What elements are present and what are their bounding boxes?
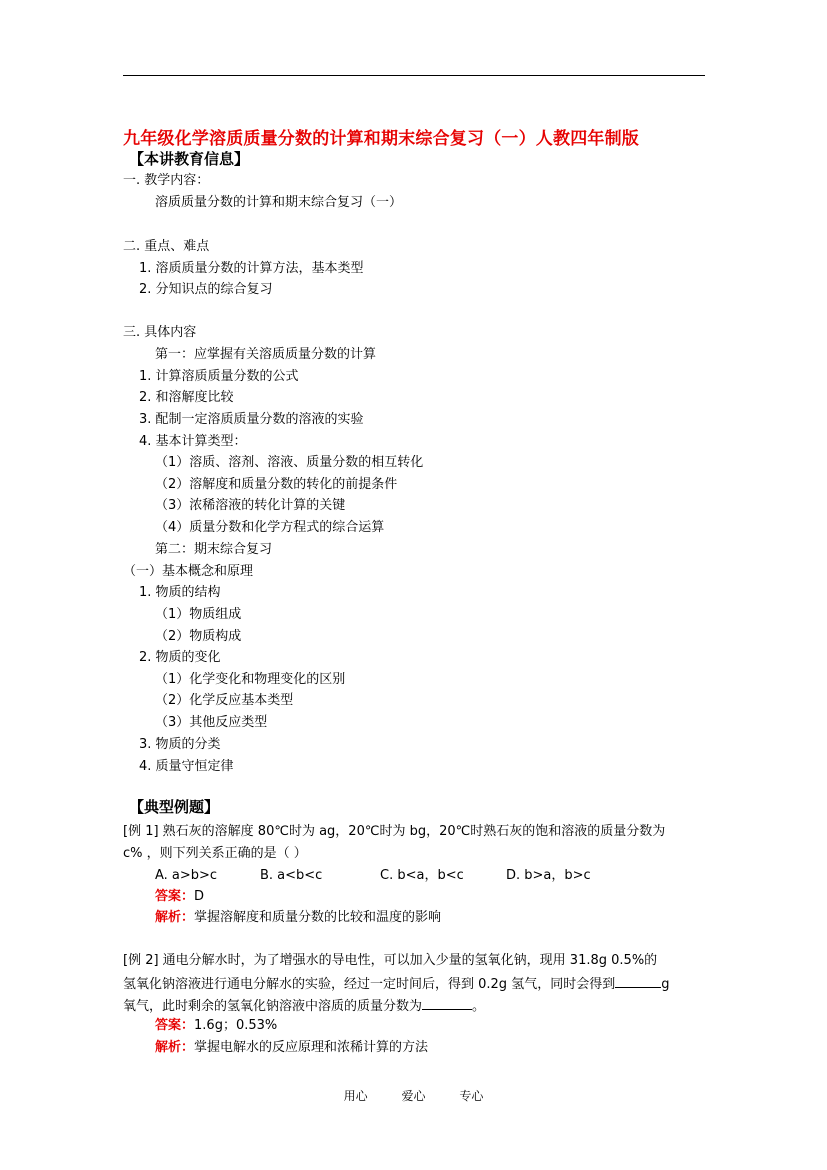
key-points-heading: 二. 重点、难点 (123, 239, 210, 254)
structure-sub-item: （2）物质构成 (155, 629, 242, 644)
example1-question-line2: c% ，则下列关系正确的是（ ） (123, 846, 307, 861)
detail-sub-item: （1）溶质、溶剂、溶液、质量分数的相互转化 (155, 455, 424, 470)
example1-option-c: C. b<a，b<c (380, 868, 464, 883)
part1-heading: 第一：应掌握有关溶质质量分数的计算 (155, 347, 377, 362)
teaching-content: 溶质质量分数的计算和期末综合复习（一） (155, 195, 403, 210)
basic-heading: （一）基本概念和原理 (123, 564, 254, 579)
footer-item: 爱心 (401, 1089, 426, 1103)
teaching-heading: 一. 教学内容： (123, 173, 210, 188)
examples-heading: 【典型例题】 (129, 798, 220, 816)
part2-heading: 第二：期末综合复习 (155, 542, 273, 557)
example1-answer (155, 889, 204, 905)
classification-item: 3. 物质的分类 (139, 737, 221, 752)
change-sub-item: （3）其他反应类型 (155, 715, 268, 730)
structure-item: 1. 物质的结构 (139, 585, 221, 600)
detail-sub-item: （4）质量分数和化学方程式的综合运算 (155, 520, 385, 535)
example1-analysis (155, 910, 441, 926)
answer-value: D (194, 889, 205, 904)
example1-question-line1: [例 1] 熟石灰的溶解度 80℃时为 ag，20℃时为 bg，20℃时熟石灰的饱和溶液的质量分数为 (123, 824, 666, 839)
footer-item: 专心 (459, 1089, 484, 1103)
example2-question-line3 (123, 997, 485, 1015)
section-info-heading: 【本讲教育信息】 (129, 150, 250, 168)
example2-analysis (155, 1040, 428, 1056)
page-footer (0, 1087, 827, 1104)
detail-item: 1. 计算溶质质量分数的公式 (139, 369, 299, 384)
change-item: 2. 物质的变化 (139, 650, 221, 665)
example2-line3-end: 。 (472, 999, 486, 1014)
example2-question-line2 (123, 975, 669, 993)
answer-blank (422, 997, 472, 1010)
detail-item: 4. 基本计算类型： (139, 434, 247, 449)
example1-option-b: B. a<b<c (260, 868, 323, 883)
analysis-label: 解析： (155, 910, 195, 925)
detail-item: 3. 配制一定溶质质量分数的溶液的实验 (139, 412, 364, 427)
answer-label: 答案： (155, 1018, 195, 1033)
example1-option-a: A. a>b>c (155, 868, 218, 883)
example2-question-line1: [例 2] 通电分解水时，为了增强水的导电性，可以加入少量的氢氧化钠，现用 31.8g 0.5%的 (123, 953, 658, 968)
details-heading: 三. 具体内容 (123, 325, 197, 340)
answer-label: 答案： (155, 889, 195, 904)
analysis-label: 解析： (155, 1040, 195, 1055)
answer-value: 1.6g；0.53% (194, 1018, 278, 1033)
change-sub-item: （2）化学反应基本类型 (155, 693, 294, 708)
detail-sub-item: （2）溶解度和质量分数的转化的前提条件 (155, 477, 398, 492)
detail-item: 2. 和溶解度比较 (139, 390, 234, 405)
example2-answer (155, 1018, 277, 1034)
footer-item: 用心 (343, 1089, 368, 1103)
example1-option-d: D. b>a，b>c (506, 868, 591, 883)
analysis-text: 掌握电解水的反应原理和浓稀计算的方法 (194, 1040, 429, 1055)
answer-blank (615, 975, 661, 988)
analysis-text: 掌握溶解度和质量分数的比较和温度的影响 (194, 910, 442, 925)
change-sub-item: （1）化学变化和物理变化的区别 (155, 672, 346, 687)
structure-sub-item: （1）物质组成 (155, 607, 242, 622)
example2-line2-text: 氢氧化钠溶液进行通电分解水的实验，经过一定时间后，得到 0.2g 氢气，同时会得到 (123, 977, 616, 992)
example2-line3-text: 氧气，此时剩余的氢氧化钠溶液中溶质的质量分数为 (123, 999, 423, 1014)
example2-line2-unit: g (661, 977, 670, 992)
header-rule (123, 75, 705, 76)
key-point-item: 1. 溶质质量分数的计算方法，基本类型 (139, 261, 364, 276)
detail-sub-item: （3）浓稀溶液的转化计算的关键 (155, 498, 346, 513)
conservation-item: 4. 质量守恒定律 (139, 759, 234, 774)
key-point-item: 2. 分知识点的综合复习 (139, 282, 273, 297)
page-title: 九年级化学溶质质量分数的计算和期末综合复习（一）人教四年制版 (123, 129, 639, 149)
